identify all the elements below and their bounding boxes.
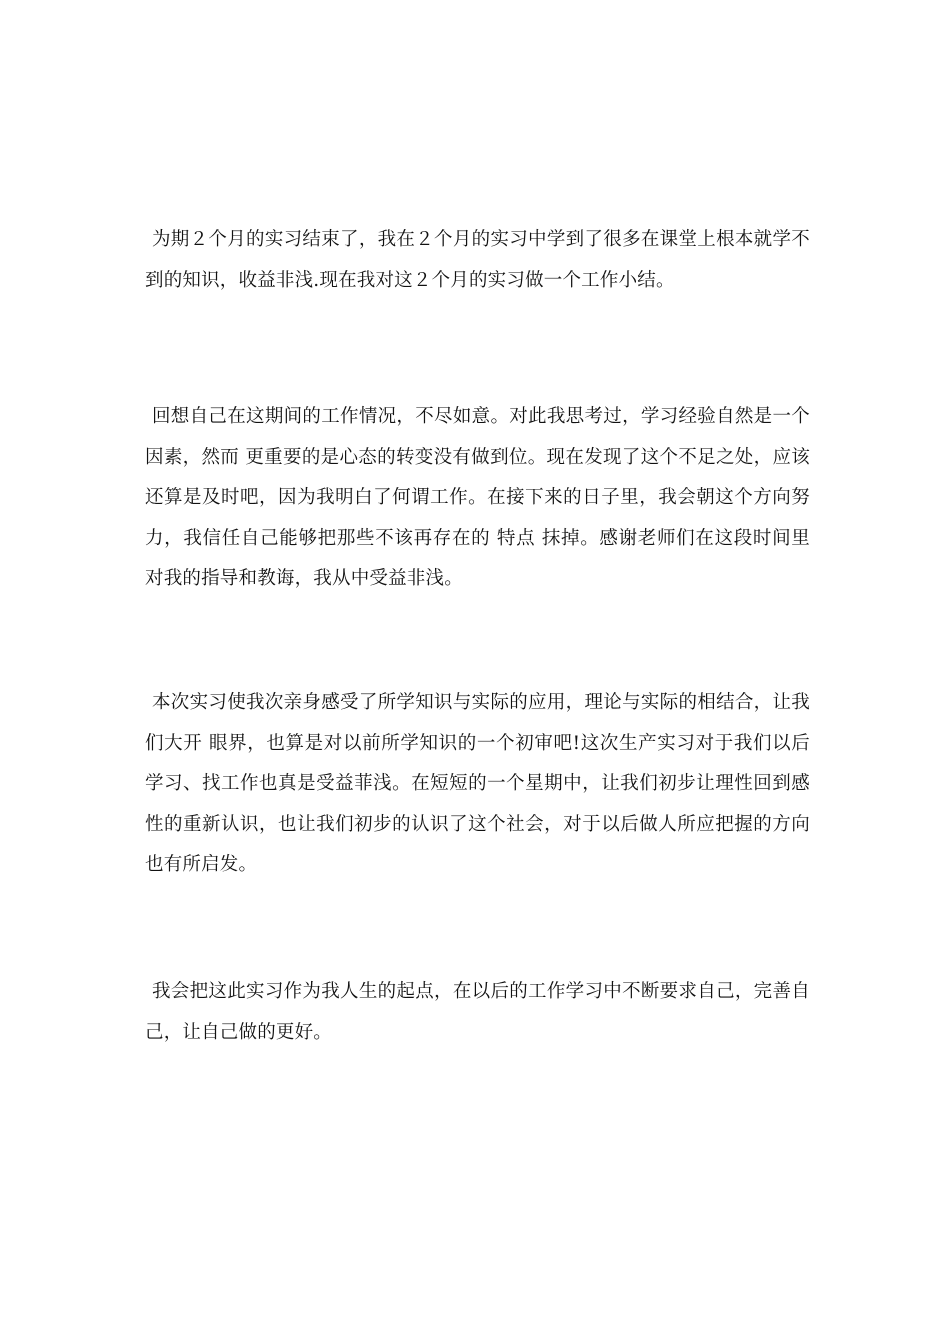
paragraph-self-reflection: 回想自己在这期间的工作情况，不尽如意。对此我思考过，学习经验自然是一个因素，然而 更重要的是心态的转变没有做到位。现在发现了这个不足之处，应该还算是及时吧，因为我明白了何谓工作。在接下来的日子里，我会朝这个方向努力，我信任自己能够把那些不该再存在的 特点 抹掉。感谢老师们在这段时间里对我的指导和教诲，我从中受益非浅。	[145, 406, 810, 589]
paragraph-conclusion: 我会把这此实习作为我人生的起点，在以后的工作学习中不断要求自己，完善自己，让自己做的更好。	[145, 981, 810, 1043]
paragraph-internship-intro: 为期２个月的实习结束了，我在２个月的实习中学到了很多在课堂上根本就学不到的知识，收益非浅.现在我对这２个月的实习做一个工作小结。	[145, 229, 810, 291]
paragraph-learning-experience: 本次实习使我次亲身感受了所学知识与实际的应用，理论与实际的相结合，让我们大开 眼界，也算是对以前所学知识的一个初审吧!这次生产实习对于我们以后学习、找工作也真是受益菲浅。在短短的一个星期中，让我们初步让理性回到感性的重新认识，也让我们初步的认识了这个社会，对于以后做人所应把握的方向也有所启发。	[145, 692, 810, 875]
